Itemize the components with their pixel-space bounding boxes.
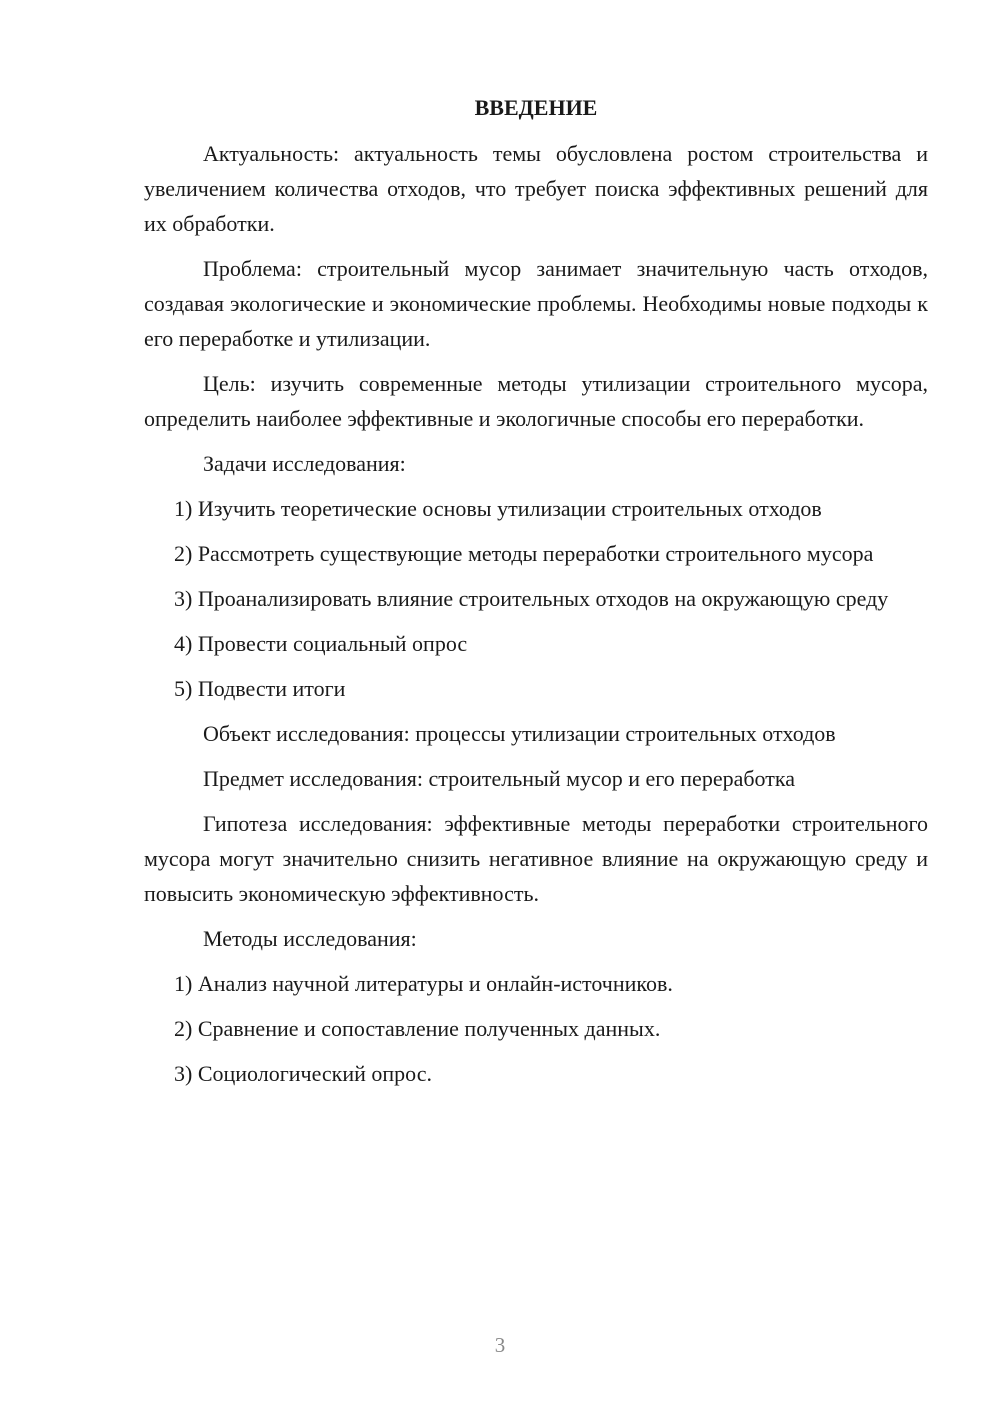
tasks-heading: Задачи исследования: xyxy=(203,451,406,476)
task-item-1: 1) Изучить теоретические основы утилизации строительных отходов xyxy=(174,496,822,521)
methods-list xyxy=(144,966,928,1091)
page-number: 3 xyxy=(494,1333,506,1357)
method-item-3: 3) Социологический опрос. xyxy=(174,1061,432,1086)
object-paragraph: Объект исследования: процессы утилизации строительных отходов xyxy=(203,721,836,746)
hypothesis-paragraph: Гипотеза исследования: эффективные методы переработки строительного мусора могут значительно снизить негативное влияние на окружающую среду и повысить экономическую эффективность. xyxy=(144,811,928,906)
method-item-1: 1) Анализ научной литературы и онлайн-источников. xyxy=(174,971,673,996)
problem-paragraph: Проблема: строительный мусор занимает значительную часть отходов, создавая экологические и экономические проблемы. Необходимы новые подходы к его переработке и утилизации. xyxy=(144,256,928,351)
goal-paragraph: Цель: изучить современные методы утилизации строительного мусора, определить наиболее эффективные и экологичные способы его переработки. xyxy=(144,371,928,431)
task-item-5: 5) Подвести итоги xyxy=(174,676,346,701)
methods-heading: Методы исследования: xyxy=(203,926,417,951)
subject-paragraph: Предмет исследования: строительный мусор и его переработка xyxy=(203,766,795,791)
task-item-3: 3) Проанализировать влияние строительных отходов на окружающую среду xyxy=(174,586,889,611)
method-item-2: 2) Сравнение и сопоставление полученных данных. xyxy=(174,1016,661,1041)
tasks-list xyxy=(144,491,928,706)
task-item-4: 4) Провести социальный опрос xyxy=(174,631,468,656)
relevance-paragraph: Актуальность: актуальность темы обусловлена ростом строительства и увеличением количества отходов, что требует поиска эффективных решений для их обработки. xyxy=(144,141,928,236)
document-page xyxy=(144,90,928,1101)
section-title: ВВЕДЕНИЕ xyxy=(474,95,598,120)
task-item-2: 2) Рассмотреть существующие методы переработки строительного мусора xyxy=(174,541,874,566)
